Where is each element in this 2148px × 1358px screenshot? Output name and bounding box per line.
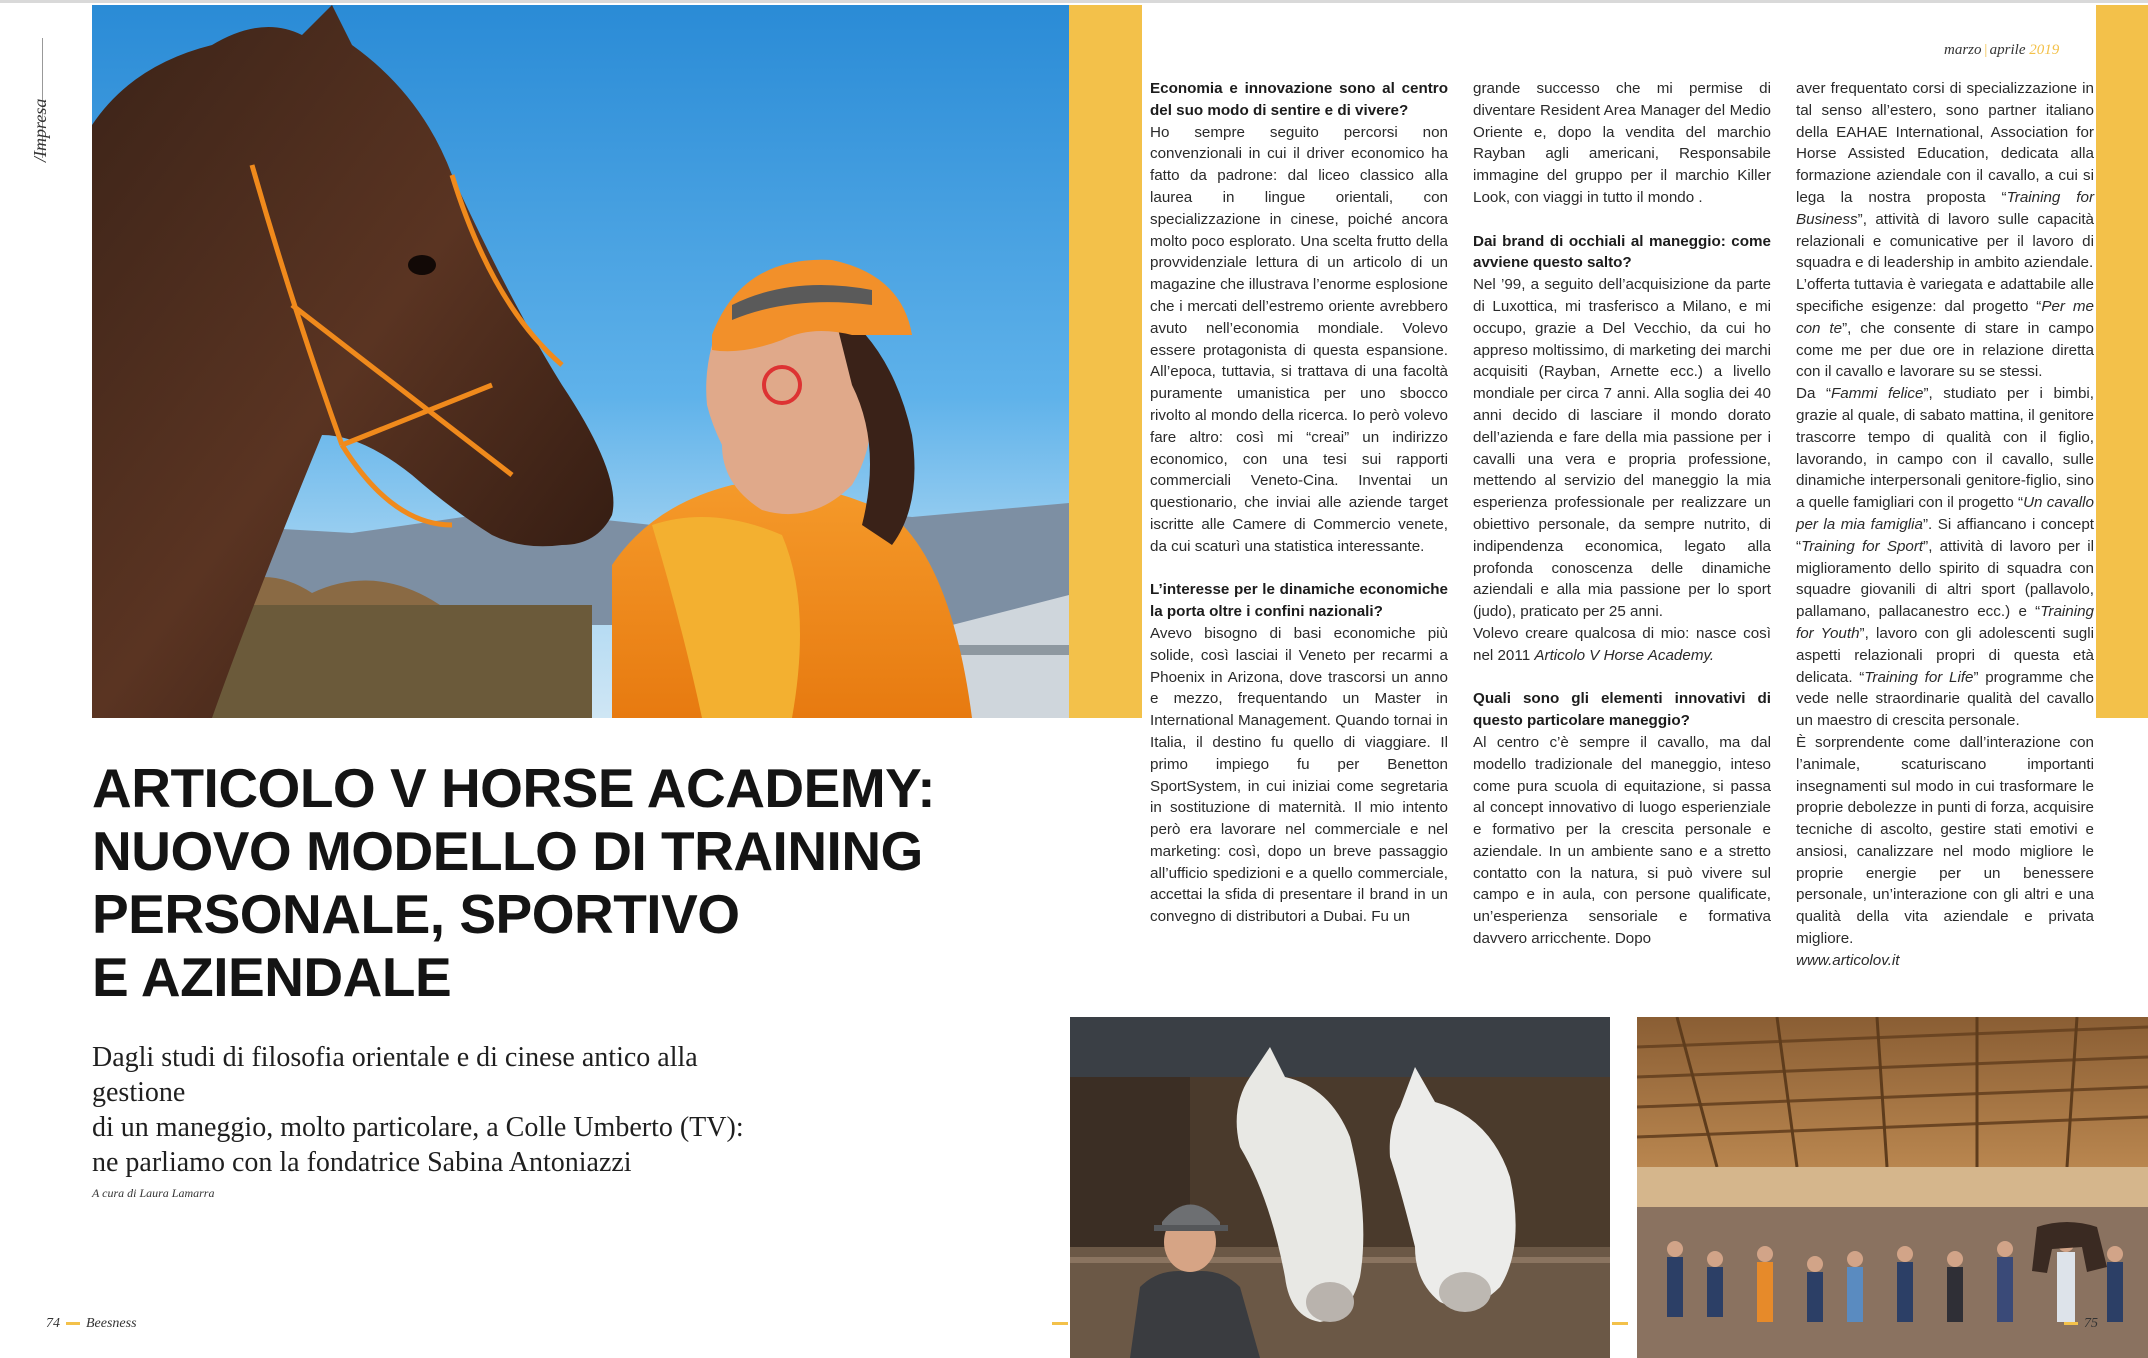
magazine-name: Beesness	[86, 1316, 137, 1331]
answer-text: ”, studiato per i bimbi, grazie al quale, di sabato mattina, il genitore trascorre tempo di qualità con il figlio, lavorando, in campo con il cavallo, sulle dinamiche interpersonali genitore-figlio, sino a quelle famigliari con il progetto “	[1796, 385, 2094, 512]
accent-bar-right	[2096, 5, 2148, 718]
question-heading: Economia e innovazione sono al centro del suo modo di sentire e di vivere?	[1150, 80, 1448, 119]
folio-dash	[2064, 1322, 2078, 1325]
answer-emphasis: Training for Life	[1864, 668, 1974, 686]
answer-emphasis: Per me con te	[1796, 297, 2095, 337]
answer-text: L’offerta tuttavia è variegata e adattabile alle specifiche esigenze: dal progetto “	[1796, 276, 2094, 315]
text-column-2	[1473, 78, 1771, 950]
subtitle-line: di un maneggio, molto particolare, a Colle Umberto (TV):	[92, 1112, 744, 1143]
folio-left-number: 74	[46, 1316, 60, 1331]
accent-bar-top	[1069, 5, 1142, 718]
question-heading: Quali sono gli elementi innovativi di questo particolare maneggio?	[1473, 690, 1771, 730]
answer-emphasis: Training for Sport	[1801, 537, 1924, 555]
folio-right-number: 75	[2084, 1316, 2098, 1331]
answer-paragraph	[1796, 383, 2094, 732]
issue-date: marzo | aprile 2019	[1944, 42, 2060, 58]
answer-text: Volevo creare qualcosa di mio: nasce così nel 2011	[1473, 624, 1771, 664]
answer-paragraph: Avevo bisogno di basi economiche più solide, così lasciai il Veneto per recarmi a Phoenix in Arizona, dove trascorsi un anno e mezzo, frequentando un Master in International Management. Quando tornai in Italia, il destino fu quello di viaggiare. Il primo impiego fu per Benetton SportSystem, in cui iniziai come segretaria in sostituzione di maternità. Il mio intento però era lavorare nel commerciale e nel marketing: così, dopo un breve passaggio all’ufficio spedizioni e a quello commerciale, accettai la sfida di presentare il brand in un convegno di distributori a Dubai. Fu un	[1150, 624, 1448, 926]
title-line: E AZIENDALE	[92, 946, 452, 1008]
answer-emphasis: Fammi felice	[1831, 385, 1924, 403]
section-label: Impresa	[30, 98, 50, 157]
question-heading: L’interesse per le dinamiche economiche la porta oltre i confini nazionali?	[1150, 581, 1448, 621]
answer-paragraph: Ho sempre seguito percorsi non convenzionali in cui il driver economico ha fatto da padrone: dal liceo classico alla laurea in lingue orientali, con specializzazione in cinese, poiché ancora molto poco esplorato. Una scelta frutto della provvidenziale lettura di un articolo di un magazine che illustrava l’enorme esplosione che i mercati dell’estremo oriente avrebbero avuto nell’economia mondiale. Volevo essere protagonista di questa espansione. All’epoca, tuttavia, si trattava di una facoltà puramente umanistica per uno sbocco rivolto al mondo della ricerca. Io però volevo fare altro: così mi “creai” un indirizzo economico, con una tesi sui rapporti commerciali Veneto-Cina. Inventai un questionario, che inviai alle aziende target iscritte alle Camere di Commercio venete, da cui scaturì una statistica interessante.	[1150, 123, 1449, 555]
answer-text: ”, che consente di stare in campo come me per due ore in relazione diretta con il cavallo e lavorare su se stessi.	[1796, 319, 2094, 381]
website-url[interactable]: www.articolov.it	[1796, 951, 1900, 969]
woman-and-horse-photo	[92, 5, 1069, 718]
title-line: NUOVO MODELLO DI TRAINING	[92, 820, 923, 882]
answer-paragraph	[1796, 78, 2094, 274]
date-year: 2019	[2029, 42, 2060, 58]
answer-emphasis: Un cavallo per la mia famiglia	[1796, 494, 2095, 533]
answer-text: ”, lavoro con gli adolescenti sugli aspetti relazionali propri di questa età delicata. “	[1796, 624, 2094, 686]
answer-text: ”. Si affiancano i concept “	[1796, 515, 2094, 555]
byline: A cura di Laura Lamarra	[92, 1186, 215, 1200]
answer-text: ”, attività di lavoro sulle capacità relazionali e comunicative per il lavoro di squadra e di leadership in ambito aziendale.	[1796, 210, 2094, 272]
title-line: PERSONALE, SPORTIVO	[92, 883, 740, 945]
answer-text: Da “	[1796, 385, 1832, 403]
answer-paragraph: È sorprendente come dall’interazione con l’animale, scaturiscano importanti insegnamenti sul modo in cui trasformare le proprie debolezze in punti di forza, acquisire tecniche di ascolto, gestire stati emotivi e ansiosi, canalizzare nel modo migliore le proprie energie per un benessere personale, un’interazione con gli altri e una qualità della vita aziendale e privata migliore.	[1796, 733, 2094, 948]
subtitle-line: Dagli studi di filosofia orientale e di cinese antico alla gestione	[92, 1042, 698, 1108]
folio-dash	[66, 1322, 80, 1325]
answer-emphasis: Articolo V Horse Academy.	[1534, 646, 1715, 664]
answer-paragraph: Al centro c’è sempre il cavallo, ma dal modello tradizionale del maneggio, inteso come pura scuola di equitazione, si passa al concept innovativo di luogo esperienziale e formativo per la crescita personale e aziendale. In un ambiente sano e a stretto contatto con la natura, si può vivere sul campo e in aula, con persone qualificate, un’esperienza sensoriale e formativa davvero arricchente. Dopo	[1473, 733, 1771, 948]
page-top-rule	[0, 0, 2148, 3]
answer-emphasis: Training for Youth	[1796, 603, 2094, 642]
answer-paragraph: Nel ’99, a seguito dell’acquisizione da parte di Luxottica, mi trasferisco a Milano, e mi occupo, grazie a Del Vecchio, da cui ho appreso moltissimo, di marketing dei marchi acquisiti (Rayban, Arnette ecc.) a livello mondiale per circa 7 anni. Alla soglia dei 40 anni decido di lasciare il mondo dorato dell’azienda e fare della mia passione per i cavalli una vera e propria professione, mettendo al servizio del maneggio la mia esperienza professionale per realizzare un obiettivo personale, da sempre nutrito, di indipendenza economica, legato alla profonda conoscenza delle dinamiche aziendali e alla mia passione per lo sport (judo), praticato per 25 anni.	[1473, 276, 1771, 621]
answer-paragraph: grande successo che mi permise di diventare Resident Area Manager del Medio Oriente e, dopo la vendita del marchio Rayban agli americani, Responsabile immagine del gruppo per il marchio Killer Look, con viaggi in tutto il mondo .	[1473, 80, 1771, 206]
answer-text: ”, attività di lavoro per il miglioramento dello spirito di squadra con squadre giovanili di altri sport (pallavolo, pallamano, pallacanestro ecc.) e “	[1796, 537, 2094, 621]
accent-dash	[1612, 1322, 1628, 1325]
subtitle-line: ne parliamo con la fondatrice Sabina Antoniazzi	[92, 1147, 632, 1178]
answer-emphasis: Training for Business	[1796, 188, 2094, 228]
woman-with-white-horses-photo	[1070, 1017, 1610, 1358]
page-number-right	[2064, 1316, 2098, 1332]
section-tag: /Impresa	[30, 98, 50, 162]
answer-paragraph	[1473, 623, 1771, 667]
accent-dash	[1052, 1322, 1068, 1325]
page-number-left	[46, 1316, 137, 1332]
article-subtitle	[92, 1040, 792, 1180]
answer-text: ” programme che vede nelle straordinarie qualità del cavallo un maestro di crescita personale.	[1796, 668, 2094, 730]
answer-text: aver frequentato corsi di specializzazione in tal senso all’estero, sono partner italiano della EAHAE International, Association for Horse Assisted Education, dedicata alla formazione aziendale con il cavallo, a cui si lega la nostra proposta “	[1796, 80, 2094, 206]
title-line: ARTICOLO V HORSE ACADEMY:	[92, 757, 936, 819]
website-link[interactable]	[1796, 950, 2094, 972]
text-column-3	[1796, 78, 2094, 972]
article-title	[92, 757, 1012, 1009]
indoor-arena-group-photo	[1637, 1017, 2148, 1358]
question-heading: Dai brand di occhiali al maneggio: come avviene questo salto?	[1473, 232, 1771, 272]
text-column-1	[1150, 78, 1448, 928]
date-month-1: marzo	[1944, 42, 1982, 58]
answer-paragraph	[1796, 274, 2094, 383]
date-month-2: aprile	[1989, 42, 2026, 58]
